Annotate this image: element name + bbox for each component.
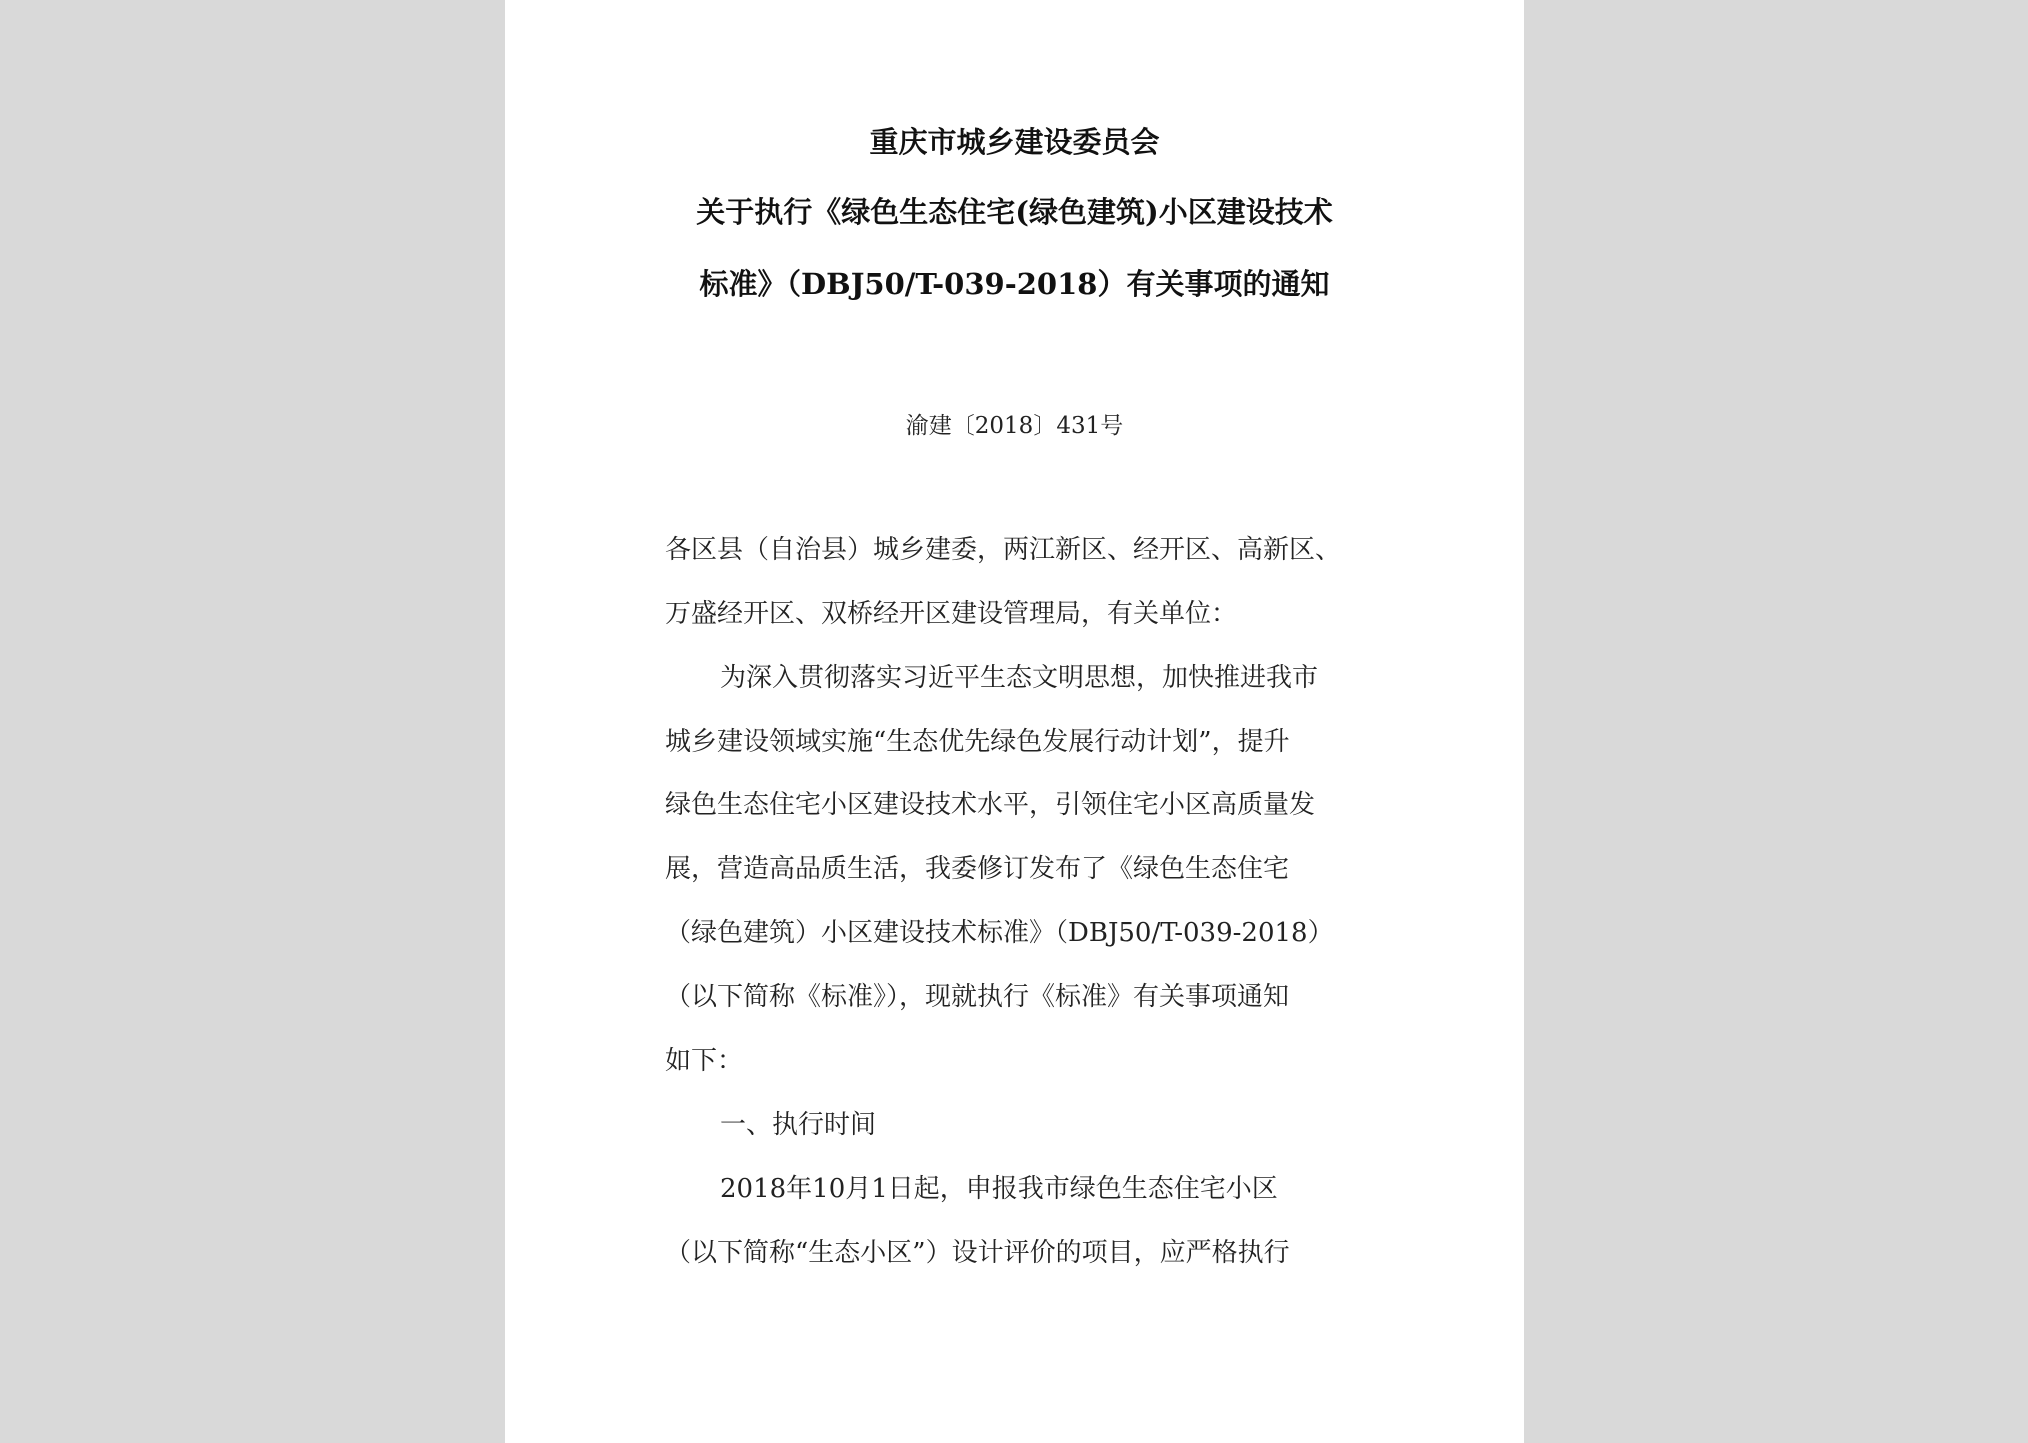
paragraph-line-2: 城乡建设领域实施“生态优先绿色发展行动计划”，提升 bbox=[665, 727, 1290, 757]
document-number: 渝建〔2018〕431号 bbox=[905, 413, 1124, 439]
section-line-1: 2018年10月1日起，申报我市绿色生态住宅小区 bbox=[720, 1174, 1278, 1204]
title-line-3: 标准》（DBJ50/T-039-2018）有关事项的通知 bbox=[699, 267, 1330, 301]
document-page bbox=[505, 0, 1524, 1443]
addressee-line-2: 万盛经开区、双桥经开区建设管理局，有关单位： bbox=[665, 599, 1238, 629]
title-line-2: 关于执行《绿色生态住宅(绿色建筑)小区建设技术 bbox=[696, 195, 1333, 229]
paragraph-line-3: 绿色生态住宅小区建设技术水平，引领住宅小区高质量发 bbox=[665, 790, 1316, 820]
addressee-line-1: 各区县（自治县）城乡建委，两江新区、经开区、高新区、 bbox=[665, 535, 1342, 565]
section-heading: 一、执行时间 bbox=[720, 1110, 877, 1140]
paragraph-line-1: 为深入贯彻落实习近平生态文明思想，加快推进我市 bbox=[720, 663, 1319, 693]
paragraph-line-6: （以下简称《标准》），现就执行《标准》有关事项通知 bbox=[665, 982, 1290, 1012]
paragraph-line-5: （绿色建筑）小区建设技术标准》（DBJ50/T-039-2018） bbox=[665, 918, 1334, 948]
section-line-2: （以下简称“生态小区”）设计评价的项目，应严格执行 bbox=[665, 1238, 1290, 1268]
paragraph-line-4: 展，营造高品质生活，我委修订发布了《绿色生态住宅 bbox=[665, 854, 1290, 884]
title-line-1: 重庆市城乡建设委员会 bbox=[869, 125, 1160, 159]
paragraph-line-7: 如下： bbox=[665, 1046, 744, 1076]
